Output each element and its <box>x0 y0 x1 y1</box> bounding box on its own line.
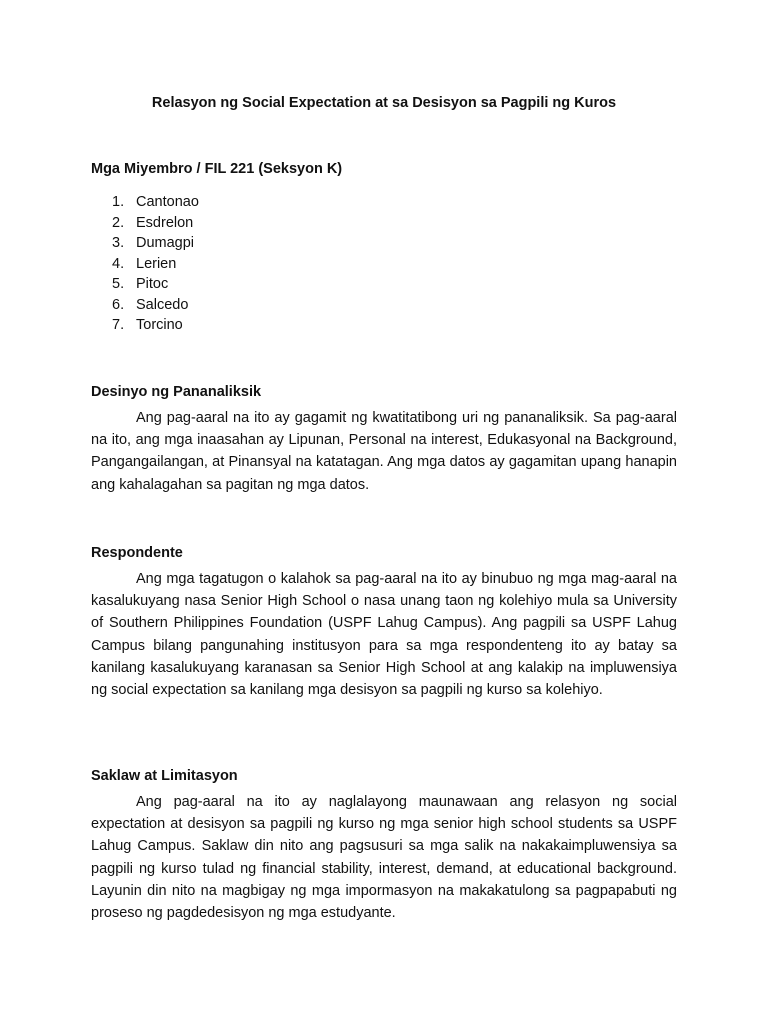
list-item <box>112 254 199 275</box>
scope-paragraph: Ang pag-aaral na ito ay naglalayong maunawaan ang relasyon ng social expectation at desisyon sa pagpili ng kurso ng mga senior high school students sa USPF Lahug Campus. Saklaw din nito ang pagsusuri sa mga salik na nakakaimpluwensiya sa pagpili ng kurso tulad ng financial stability, interest, demand, at educational background. Layunin din nito na magbigay ng mga impormasyon na makakatulong sa pagpapabuti ng proseso ng pagdedesisyon ng mga estudyante. <box>91 794 677 922</box>
list-item <box>112 233 199 254</box>
members-list <box>112 192 199 336</box>
respondents-paragraph: Ang mga tagatugon o kalahok sa pag-aaral na ito ay binubuo ng mga mag-aaral na kasalukuyang nasa Senior High School o nasa unang taon ng kolehiyo mula sa University of Southern Philippines Foundation (USPF Lahug Campus). Ang pagpili sa USPF Lahug Campus bilang pangunahing institusyon para sa mga respondenteng ito ay batay sa kanilang kasalukuyang karanasan sa Senior High School at ang kalakip na impluwensiya ng social expectation sa kanilang mga desisyon sa pagpili ng kurso sa kolehiyo. <box>91 571 677 699</box>
list-number: 4. <box>112 255 125 272</box>
list-item <box>112 315 199 336</box>
list-item <box>112 274 199 295</box>
member-name: Torcino <box>136 317 183 333</box>
member-name: Esdrelon <box>136 214 194 231</box>
members-heading: Mga Miyembro / FIL 221 (Seksyon K) <box>91 161 343 177</box>
member-name: Dumagpi <box>136 235 195 251</box>
list-item <box>112 192 199 213</box>
member-name: Cantonao <box>136 194 199 210</box>
list-item <box>112 213 199 234</box>
list-item <box>112 295 199 316</box>
member-name: Salcedo <box>136 296 189 313</box>
design-paragraph: Ang pag-aaral na ito ay gagamit ng kwatitatibong uri ng pananaliksik. Sa pag-aaral na ito, ang mga inaasahan ay Lipunan, Personal na interest, Edukasyonal na Background, Pangangailangan, at Pinansyal na katatagan. Ang mga datos ay gagamitan upang hanapin ang kahalagahan sa pagitan ng mga datos. <box>91 410 677 493</box>
respondents-heading: Respondente <box>91 545 183 561</box>
design-heading: Desinyo ng Pananaliksik <box>91 384 262 400</box>
list-number: 3. <box>112 235 125 251</box>
list-number: 1. <box>112 194 125 210</box>
list-number: 7. <box>112 317 125 333</box>
member-name: Lerien <box>136 255 177 272</box>
list-number: 2. <box>112 214 125 231</box>
document-title: Relasyon ng Social Expectation at sa Desisyon sa Pagpili ng Kuros <box>151 95 617 111</box>
scope-heading: Saklaw at Limitasyon <box>91 768 238 784</box>
member-name: Pitoc <box>136 276 169 292</box>
list-number: 6. <box>112 296 125 313</box>
list-number: 5. <box>112 276 125 292</box>
